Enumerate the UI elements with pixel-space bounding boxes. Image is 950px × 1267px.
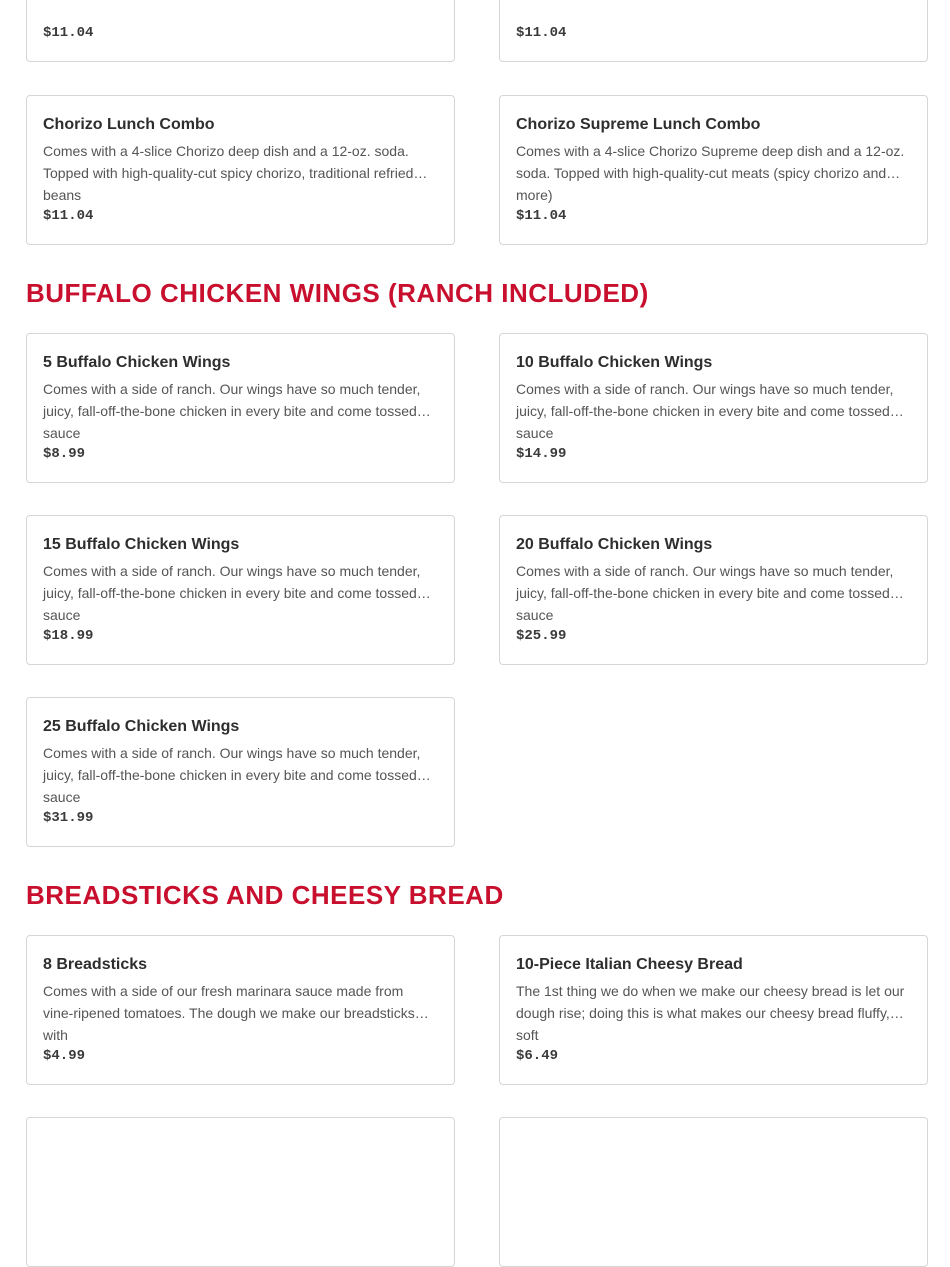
menu-item-title: 15 Buffalo Chicken Wings	[43, 536, 240, 553]
menu-item-description: Comes with a 4-slice Chorizo deep dish and a 12-oz. soda. Topped with high-quality-cut spicy chorizo, traditional refried beans	[43, 143, 414, 203]
menu-item-card[interactable]	[499, 333, 928, 483]
menu-item-card[interactable]	[26, 1117, 455, 1267]
menu-item-price: $18.99	[43, 628, 94, 644]
menu-item-description: Comes with a side of ranch. Our wings have so much tender, juicy, fall-off-the-bone chicken in every bite and come tossed in sauce	[516, 381, 905, 441]
menu-item-card[interactable]	[499, 935, 928, 1085]
menu-item-description: Comes with a side of ranch. Our wings have so much tender, juicy, fall-off-the-bone chicken in every bite and come tossed in sauce	[43, 745, 432, 805]
menu-item-description: Comes with a side of ranch. Our wings have so much tender, juicy, fall-off-the-bone chicken in every bite and come tossed in sauce	[43, 381, 432, 441]
menu-item-price: $8.99	[43, 446, 86, 462]
menu-item-price: $11.04	[516, 25, 567, 41]
menu-item-card[interactable]	[26, 333, 455, 483]
menu-item-card[interactable]	[499, 515, 928, 665]
menu-item-title: 5 Buffalo Chicken Wings	[43, 354, 231, 371]
section-title-bread: BREADSTICKS AND CHEESY BREAD	[26, 880, 504, 910]
menu-item-price: $11.04	[43, 25, 94, 41]
menu-item-description: The 1st thing we do when we make our cheesy bread is let our dough rise; doing this is what makes our cheesy bread fluffy, soft	[516, 983, 905, 1043]
menu-item-price: $25.99	[516, 628, 567, 644]
menu-item-description: Comes with a side of our fresh marinara sauce made from vine-ripened tomatoes. The dough we make our breadsticks with	[43, 983, 415, 1043]
menu-item-card[interactable]	[26, 935, 455, 1085]
section-title-wings: BUFFALO CHICKEN WINGS (RANCH INCLUDED)	[26, 278, 649, 308]
menu-item-price: $6.49	[516, 1048, 559, 1064]
menu-item-card[interactable]	[26, 95, 455, 245]
menu-item-description: Comes with a 4-slice Chorizo Supreme deep dish and a 12-oz. soda. Topped with high-quality-cut meats (spicy chorizo and more)	[516, 143, 905, 203]
menu-item-title: 25 Buffalo Chicken Wings	[43, 718, 240, 735]
menu-item-price: $31.99	[43, 810, 94, 826]
menu-item-price: $14.99	[516, 446, 567, 462]
menu-item-description: Comes with a side of ranch. Our wings have so much tender, juicy, fall-off-the-bone chicken in every bite and come tossed in sauce	[43, 563, 432, 623]
menu-item-card[interactable]	[499, 0, 928, 62]
menu-item-description: Comes with a side of ranch. Our wings have so much tender, juicy, fall-off-the-bone chicken in every bite and come tossed in sauce	[516, 563, 905, 623]
menu-item-card[interactable]	[499, 95, 928, 245]
menu-item-title: Chorizo Supreme Lunch Combo	[516, 116, 761, 133]
menu-item-price: $11.04	[516, 208, 567, 224]
menu-item-title: 10-Piece Italian Cheesy Bread	[516, 956, 743, 973]
menu-item-title: Chorizo Lunch Combo	[43, 116, 215, 133]
menu-item-title: 10 Buffalo Chicken Wings	[516, 354, 713, 371]
menu-item-card[interactable]	[26, 697, 455, 847]
menu-item-title: 8 Breadsticks	[43, 956, 148, 973]
menu-item-card[interactable]	[499, 1117, 928, 1267]
menu-item-price: $11.04	[43, 208, 94, 224]
menu-item-card[interactable]	[26, 0, 455, 62]
menu-item-title: 20 Buffalo Chicken Wings	[516, 536, 713, 553]
menu-item-card[interactable]	[26, 515, 455, 665]
menu-item-price: $4.99	[43, 1048, 86, 1064]
